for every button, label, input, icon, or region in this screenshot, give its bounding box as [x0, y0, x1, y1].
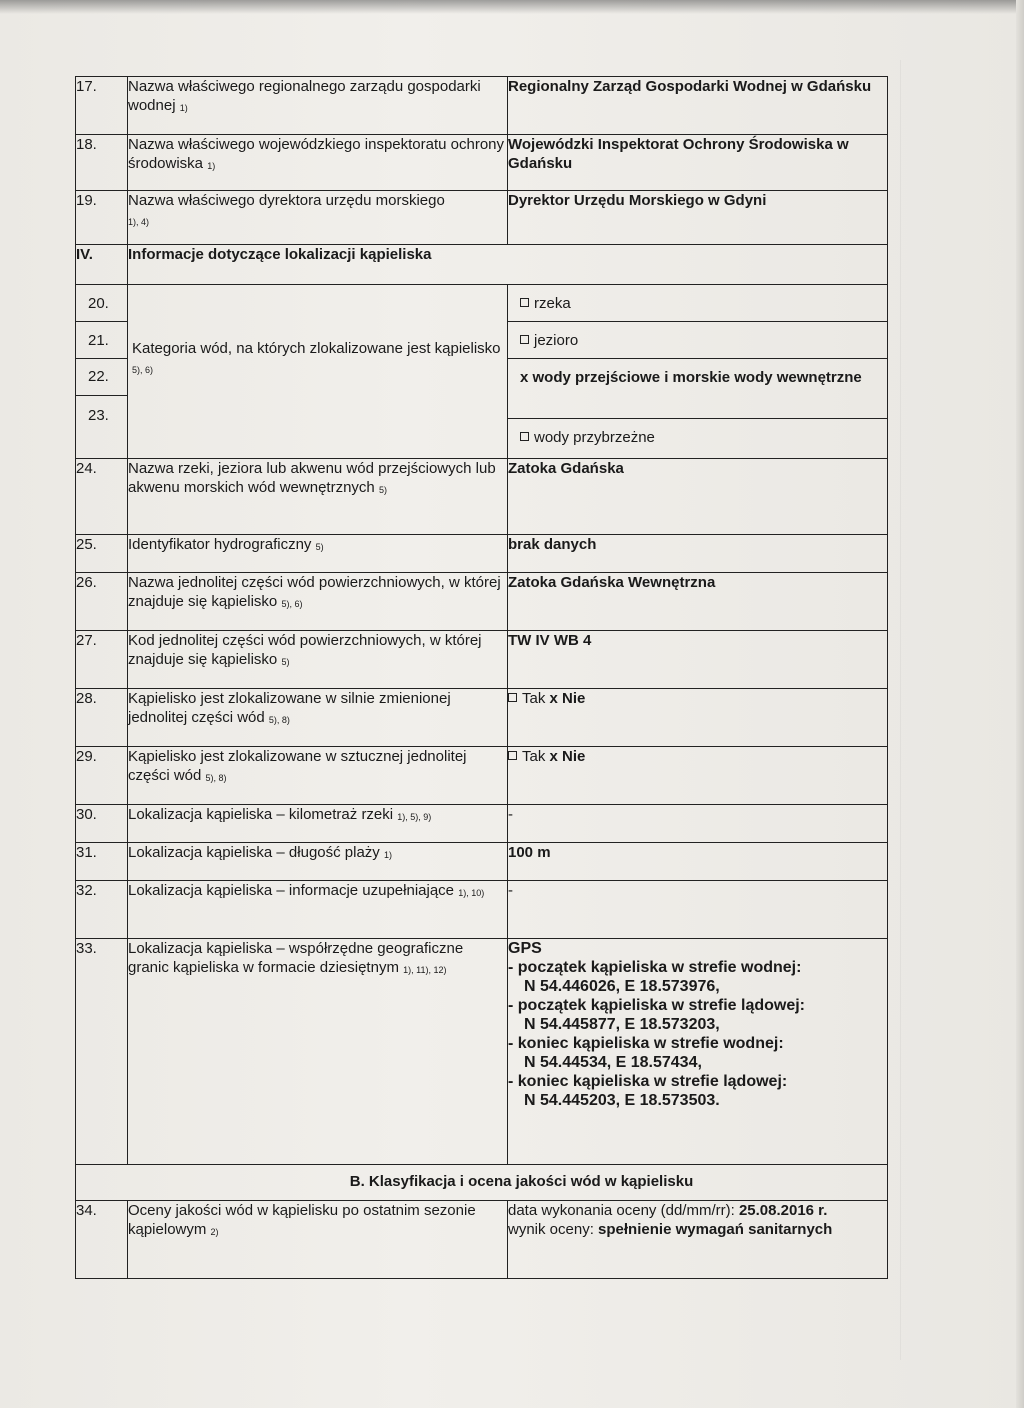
gps-line: N 54.445203, E 18.573503.: [524, 1092, 720, 1109]
option-jezioro: jezioro: [508, 322, 887, 359]
footnote-ref: 1), 10): [458, 888, 485, 898]
footnote-ref: 1): [207, 161, 216, 171]
row-number: 29.: [76, 747, 128, 805]
gps-line: N 54.445877, E 18.573203,: [524, 1016, 720, 1033]
category-label-cell: [128, 285, 508, 459]
form-table: [75, 76, 888, 1279]
category-row: [76, 285, 888, 459]
table-row: [76, 805, 888, 843]
table-row: [76, 747, 888, 805]
gps-coordinates: [508, 939, 888, 1165]
label-text: Lokalizacja kąpieliska – współrzędne geograficzne granic kąpieliska w formacie dziesiętnym: [128, 940, 464, 976]
category-numbers: [76, 285, 128, 459]
gps-heading: GPS: [508, 940, 542, 957]
table-row: [76, 573, 888, 631]
table-row: [76, 843, 888, 881]
row-value: Zatoka Gdańska: [508, 459, 888, 535]
label-text: Kąpielisko jest zlokalizowane w silnie zmienionej jednolitej części wód: [128, 690, 451, 726]
gps-line: N 54.44534, E 18.57434,: [524, 1054, 702, 1071]
option-tak: Tak: [508, 748, 545, 765]
scan-shadow: [0, 0, 1024, 14]
table-row: [76, 77, 888, 135]
gps-line: - koniec kąpieliska w strefie lądowej:: [508, 1073, 788, 1090]
label-text: Identyfikator hydrograficzny: [128, 536, 312, 553]
option-rzeka: rzeka: [508, 285, 887, 322]
label-text: Kąpielisko jest zlokalizowane w sztucznej jednolitej części wód: [128, 748, 467, 784]
footnote-ref: 1): [383, 850, 392, 860]
row-value: -: [508, 805, 888, 843]
table-row: [76, 459, 888, 535]
row-label: [128, 77, 508, 135]
row-label: [128, 939, 508, 1165]
label-text: Nazwa właściwego regionalnego zarządu gospodarki wodnej: [128, 78, 481, 114]
row-label: [128, 747, 508, 805]
row-label: [128, 631, 508, 689]
footnote-ref: 5): [378, 485, 387, 495]
table-row: [76, 689, 888, 747]
gps-line: - początek kąpieliska w strefie wodnej:: [508, 959, 802, 976]
row-value: TW IV WB 4: [508, 631, 888, 689]
footnote-ref: 5), 8): [205, 773, 227, 783]
row-value: 100 m: [508, 843, 888, 881]
row-label: [128, 135, 508, 191]
row-number: 32.: [76, 881, 128, 939]
result-value: spełnienie wymagań sanitarnych: [598, 1221, 833, 1238]
label-text: Nazwa rzeki, jeziora lub akwenu wód przejściowych lub akwenu morskich wód wewnętrznych: [128, 460, 496, 496]
page-edge: [1016, 0, 1024, 1408]
row-value: -: [508, 881, 888, 939]
gps-line: - koniec kąpieliska w strefie wodnej:: [508, 1035, 784, 1052]
row-value: [508, 689, 888, 747]
category-label: [132, 339, 502, 380]
footnote-ref: 1), 4): [128, 217, 150, 227]
label-text: Lokalizacja kąpieliska – długość plaży: [128, 844, 380, 861]
row-value: Wojewódzki Inspektorat Ochrony Środowiska w Gdańsku: [508, 135, 888, 191]
row-label: [128, 843, 508, 881]
row-number: 31.: [76, 843, 128, 881]
row-number: 21.: [76, 322, 127, 359]
section-title: Informacje dotyczące lokalizacji kąpieliska: [128, 245, 888, 285]
row-number: 28.: [76, 689, 128, 747]
row-value: Zatoka Gdańska Wewnętrzna: [508, 573, 888, 631]
table-row: [76, 881, 888, 939]
section-title: B. Klasyfikacja i ocena jakości wód w kąpielisku: [76, 1165, 888, 1201]
footnote-ref: 5), 6): [281, 599, 303, 609]
row-number: 30.: [76, 805, 128, 843]
assessment-cell: [508, 1201, 888, 1279]
footnote-ref: 5): [315, 542, 324, 552]
row-number: 17.: [76, 77, 128, 135]
row-number: 19.: [76, 191, 128, 245]
table-row: [76, 535, 888, 573]
row-number: 26.: [76, 573, 128, 631]
footnote-ref: 5), 8): [268, 715, 290, 725]
row-number: 34.: [76, 1201, 128, 1279]
row-label: [128, 881, 508, 939]
option-wody-przybrzezne: wody przybrzeżne: [508, 419, 887, 456]
category-options: [508, 285, 888, 459]
label-text: Oceny jakości wód w kąpielisku po ostatnim sezonie kąpielowym: [128, 1202, 476, 1238]
row-label: [128, 459, 508, 535]
date-label: data wykonania oceny (dd/mm/rr):: [508, 1202, 735, 1219]
label-text: Nazwa właściwego wojewódzkiego inspektoratu ochrony środowiska: [128, 136, 505, 172]
gps-line: - początek kąpieliska w strefie lądowej:: [508, 997, 805, 1014]
gps-line: N 54.446026, E 18.573976,: [524, 978, 720, 995]
row-number: 23.: [88, 407, 109, 424]
option-tak: Tak: [508, 690, 545, 707]
row-label: [128, 805, 508, 843]
section-row: [76, 245, 888, 285]
label-text: Kategoria wód, na których zlokalizowane jest kąpielisko: [132, 340, 501, 357]
row-value: [508, 747, 888, 805]
row-label: [128, 535, 508, 573]
footnote-ref: 2): [210, 1227, 219, 1237]
row-number: 24.: [76, 459, 128, 535]
result-label: wynik oceny:: [508, 1221, 594, 1238]
bleed-through: [900, 60, 1011, 1360]
row-number: 33.: [76, 939, 128, 1165]
table-row: [76, 135, 888, 191]
footnote-ref: 5): [281, 657, 290, 667]
footnote-ref: 1), 5), 9): [397, 812, 432, 822]
date-value: 25.08.2016 r.: [738, 1202, 828, 1219]
row-value: Regionalny Zarząd Gospodarki Wodnej w Gdańsku: [508, 77, 888, 135]
footnote-ref: 5), 6): [132, 365, 154, 375]
row-number: 27.: [76, 631, 128, 689]
table-row: [76, 939, 888, 1165]
table-row: [76, 631, 888, 689]
row-label: [128, 191, 508, 245]
row-number: 25.: [76, 535, 128, 573]
row-label: [128, 1201, 508, 1279]
section-number: IV.: [76, 245, 128, 285]
table-row: [76, 191, 888, 245]
label-text: Nazwa właściwego dyrektora urzędu morskiego: [128, 192, 445, 209]
label-text: Lokalizacja kąpieliska – informacje uzupełniające: [128, 882, 455, 899]
table-row: [76, 1201, 888, 1279]
row-number: 18.: [76, 135, 128, 191]
option-nie-selected: x Nie: [549, 748, 586, 765]
option-wody-przejsciowe: x wody przejściowe i morskie wody wewnętrzne: [508, 359, 887, 419]
label-text: Nazwa jednolitej części wód powierzchniowych, w której znajduje się kąpielisko: [128, 574, 501, 610]
row-number: 20.: [76, 285, 127, 322]
row-value: brak danych: [508, 535, 888, 573]
row-label: [128, 689, 508, 747]
row-label: [128, 573, 508, 631]
label-text: Kod jednolitej części wód powierzchniowych, w której znajduje się kąpielisko: [128, 632, 482, 668]
option-nie-selected: x Nie: [549, 690, 586, 707]
section-row: [76, 1165, 888, 1201]
row-value: Dyrektor Urzędu Morskiego w Gdyni: [508, 191, 888, 245]
form-document: [75, 76, 887, 1279]
footnote-ref: 1), 11), 12): [403, 965, 447, 975]
label-text: Lokalizacja kąpieliska – kilometraż rzeki: [128, 806, 394, 823]
row-number: 22.: [76, 359, 127, 396]
footnote-ref: 1): [179, 103, 188, 113]
